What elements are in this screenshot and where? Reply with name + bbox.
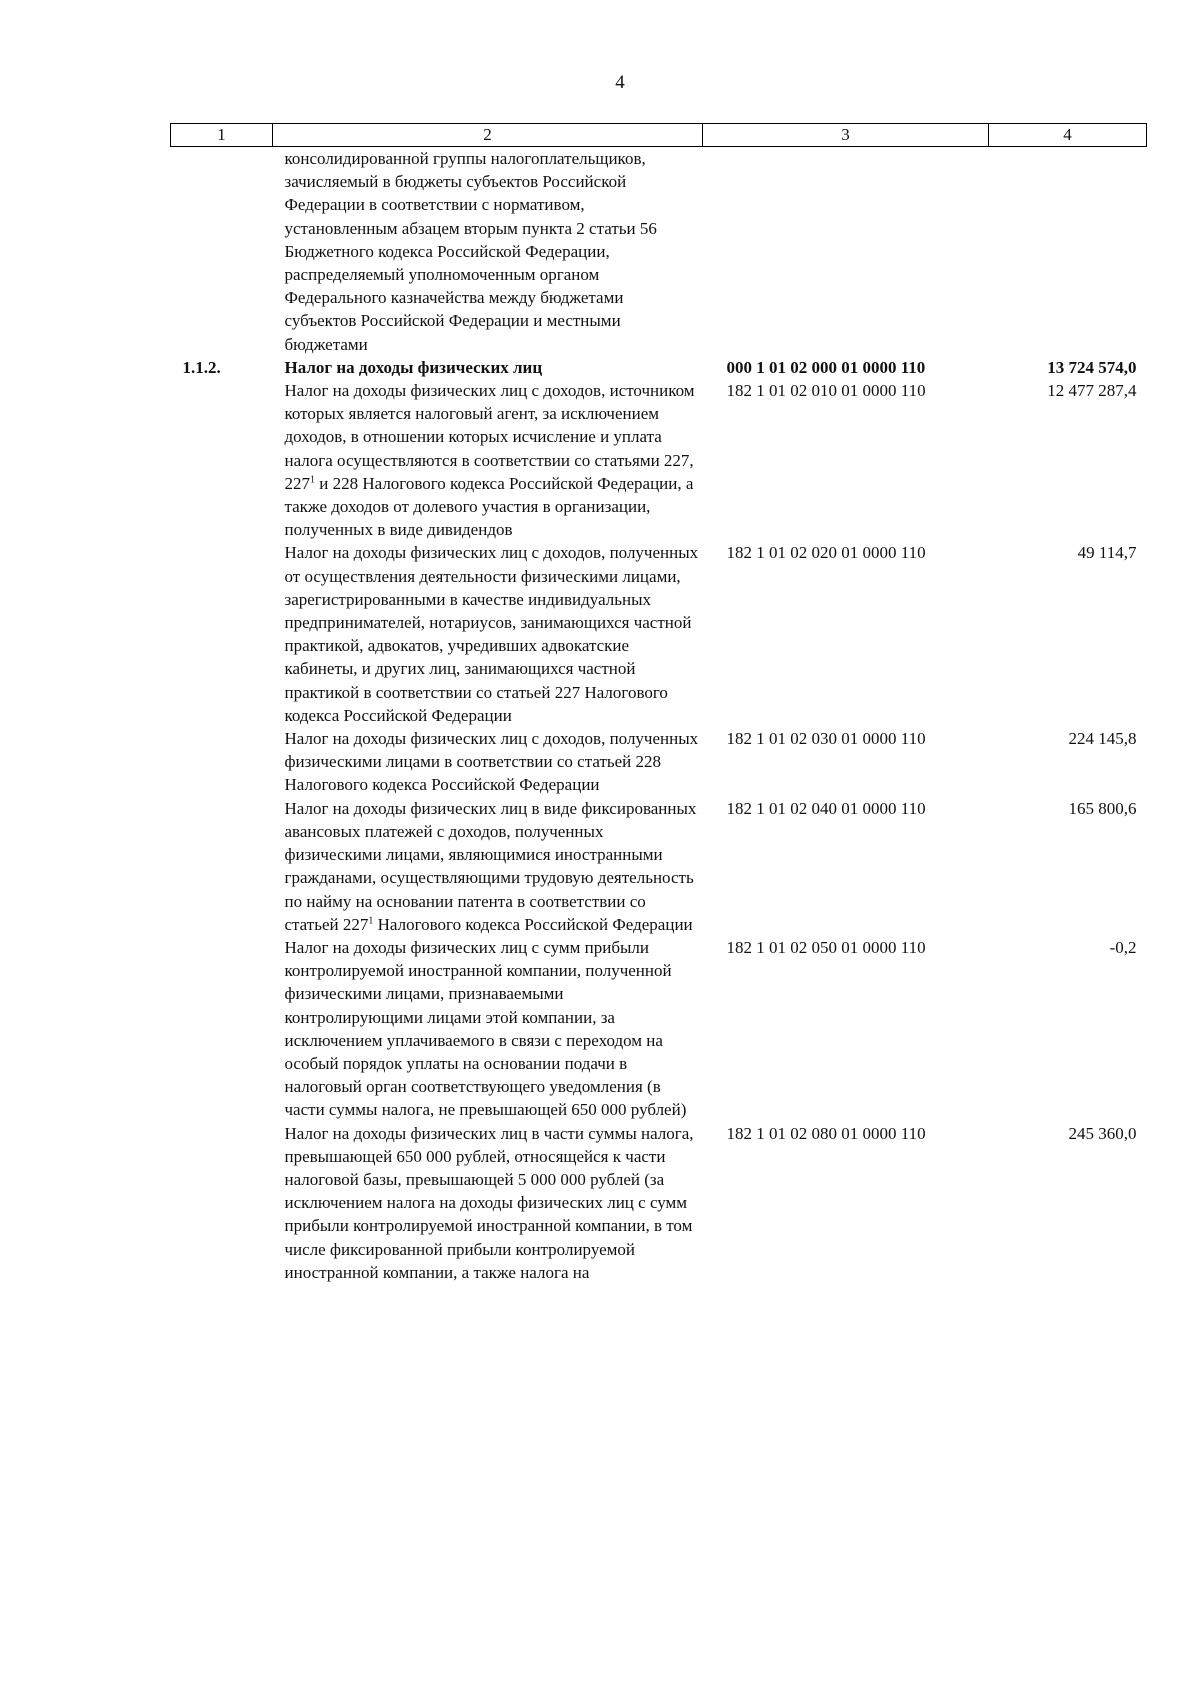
row-name <box>273 797 703 936</box>
row-code: 182 1 01 02 040 01 0000 110 <box>726 798 926 818</box>
row-name-text: Налог на доходы физических лиц в виде фиксированных авансовых платежей с доходов, полученных физическими лицами, являющимися иностранными гражданами, осуществляющими трудовую деятельность по найму на основании патента в соответствии со статьей 227 <box>284 798 697 934</box>
header-row <box>171 124 1147 147</box>
row-code: 000 1 01 02 000 01 0000 110 <box>726 357 926 377</box>
row-name-text: Налогового кодекса Российской Федерации <box>373 914 693 934</box>
table-row-section <box>171 356 1147 379</box>
table-row <box>171 541 1147 727</box>
row-amount: 12 477 287,4 <box>1047 381 1137 401</box>
table-body <box>171 147 1147 1284</box>
row-name <box>273 379 703 541</box>
header-col-1: 1 <box>171 124 273 147</box>
row-amount: -0,2 <box>1109 937 1137 957</box>
row-amount: 224 145,8 <box>1068 729 1137 749</box>
table-header <box>171 124 1147 147</box>
row-number <box>171 797 273 936</box>
row-number <box>171 1122 273 1284</box>
row-name: Налог на доходы физических лиц с сумм прибыли контролируемой иностранной компании, полученной физическими лицами, признаваемыми контролирующими лицами этой компании, за исключением уплачиваемого в связи с переходом на особый порядок уплаты на основании подачи в налоговый орган соответствующего уведомления (в части суммы налога, не превышающей 650 000 рублей) <box>284 937 687 1120</box>
header-col-4: 4 <box>989 124 1147 147</box>
header-col-3: 3 <box>703 124 989 147</box>
row-name: Налог на доходы физических лиц в части суммы налога, превышающей 650 000 рублей, относящейся к части налоговой базы, превышающей 5 000 000 рублей (за исключением налога на доходы физических лиц с сумм прибыли контролируемой иностранной компании, в том числе фиксированной прибыли контролируемой иностранной компании, а также налога на <box>284 1123 694 1282</box>
row-name-text: и 228 Налогового кодекса Российской Федерации, а также доходов от долевого участия в организации, полученных в виде дивидендов <box>284 473 694 540</box>
row-name: Налог на доходы физических лиц с доходов, полученных физическими лицами в соответствии со статьей 228 Налогового кодекса Российской Федерации <box>284 729 699 795</box>
row-number <box>171 727 273 797</box>
superscript: 1 <box>310 474 315 486</box>
page-number: 4 <box>615 72 625 93</box>
row-code: 182 1 01 02 010 01 0000 110 <box>726 381 926 401</box>
row-code: 182 1 01 02 020 01 0000 110 <box>726 543 926 563</box>
row-amount: 13 724 574,0 <box>1047 357 1137 377</box>
row-amount: 165 800,6 <box>1068 798 1137 818</box>
table-row <box>171 936 1147 1122</box>
row-code: 182 1 01 02 080 01 0000 110 <box>726 1123 926 1143</box>
row-name: консолидированной группы налогоплательщиков, зачисляемый в бюджеты субъектов Российской Федерации в соответствии с нормативом, установленным абзацем вторым пункта 2 статьи 56 Бюджетного кодекса Российской Федерации, распределяемый уполномоченным органом Федерального казначейства между бюджетами субъектов Российской Федерации и местными бюджетами <box>284 149 657 354</box>
table-row <box>171 797 1147 936</box>
table-row <box>171 727 1147 797</box>
row-amount: 245 360,0 <box>1068 1123 1137 1143</box>
row-name: Налог на доходы физических лиц <box>284 357 543 377</box>
row-name: Налог на доходы физических лиц с доходов, полученных от осуществления деятельности физическими лицами, зарегистрированными в качестве индивидуальных предпринимателей, нотариусов, занимающихся частной практикой, адвокатов, учредивших адвокатские кабинеты, и других лиц, занимающихся частной практикой в соответствии со статьей 227 Налогового кодекса Российской Федерации <box>284 543 699 725</box>
header-col-2: 2 <box>273 124 703 147</box>
row-number <box>171 379 273 541</box>
row-number <box>171 541 273 727</box>
row-amount: 49 114,7 <box>1077 543 1137 563</box>
row-number <box>171 936 273 1122</box>
row-code: 182 1 01 02 050 01 0000 110 <box>726 937 926 957</box>
budget-table <box>170 123 1147 1284</box>
row-code: 182 1 01 02 030 01 0000 110 <box>726 729 926 749</box>
row-amount <box>989 147 1147 356</box>
table-row <box>171 379 1147 541</box>
row-number <box>171 147 273 356</box>
row-code <box>703 147 989 356</box>
table-row <box>171 1122 1147 1284</box>
row-number: 1.1.2. <box>182 357 221 377</box>
superscript: 1 <box>368 915 374 927</box>
table-row <box>171 147 1147 356</box>
row-name-text: Налог на доходы физических лиц с доходов, источником которых является налоговый агент, за исключением доходов, в отношении которых исчисление и уплата налога осуществляются в соответствии со статьями 227, 227 <box>284 381 695 493</box>
